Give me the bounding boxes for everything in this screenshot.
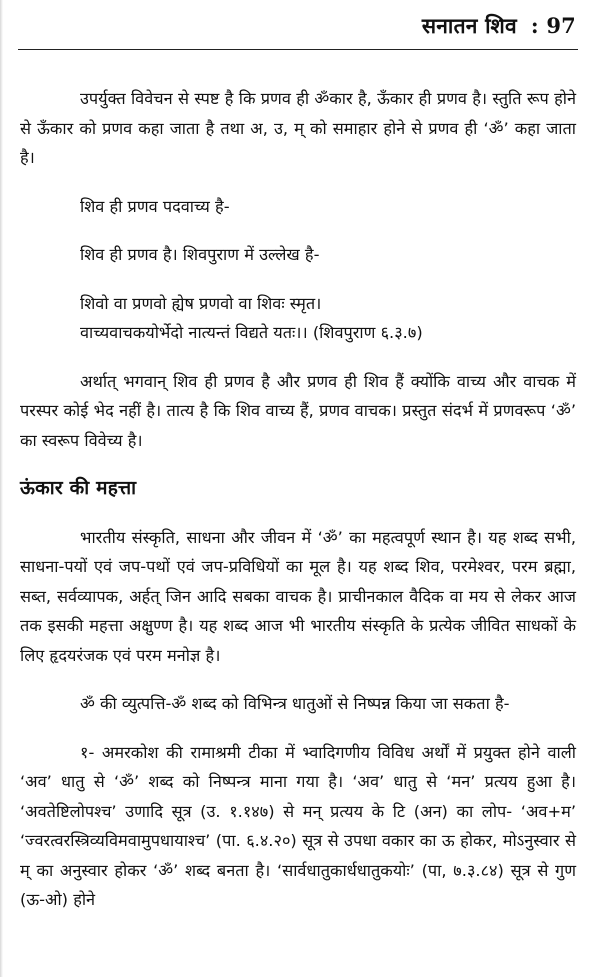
line-shivpuran-ullekh: शिव ही प्रणव है। शिवपुराण में उल्लेख है-: [80, 245, 320, 264]
header-rule: [18, 49, 578, 50]
paragraph-arthat: अर्थात् भगवान् शिव ही प्रणव है और प्रणव ही शिव हैं क्योंकि वाच्य और वाचक में परस्पर कोई भेद नहीं है। तात्य है कि शिव वाच्य हैं, प्रणव वाचक। प्रस्तुत संदर्भ में प्रणवरूप ‘ॐ’ का स्वरूप विवेच्य है।: [20, 371, 576, 450]
sanskrit-verse: [20, 289, 576, 348]
paragraph-amarkosh: १- अमरकोश की रामाश्रमी टीका में भ्वादिगणीय विविध अर्थों में प्रयुक्त होने वाली ‘अव’ धातु से ‘ॐ’ शब्द को निष्पन्त्र माना गया है। ‘अव’ धातु से ‘मन’ प्रत्यय हुआ है। ‘अवतेष्टिलोपश्च’ उणादि सूत्र (उ. १.१४७) से मन् प्रत्यय के टि (अन) का लोप- ‘अव+म’ ‘ज्वरत्वरस्त्रिव्यविमवामुपधायाश्च’ (पा. ६.४.२०) सूत्र से उपधा वकार का ऊ होकर, मोऽनुस्वार से म् का अनुस्वार होकर ‘ॐ’ शब्द बनता है। ‘सार्वधातुकार्धधातुकयोः’ (पा, ७.३.८४) सूत्र से गुण (ऊ-ओ) होने: [20, 742, 576, 909]
section-heading: ऊंकार की महत्ता: [20, 477, 137, 499]
verse-line-1: शिवो वा प्रणवो ह्येष प्रणवो वा शिवः स्मृत।: [80, 293, 322, 313]
verse-line-2: वाच्यवाचकयोर्भेदो नात्यन्तं विद्यते यतः।। (शिवपुराण ६.३.७): [80, 323, 423, 342]
paragraph-pranav: उपर्युक्त विवेचन से स्पष्ट है कि प्रणव ही ॐकार है, ऊँकार ही प्रणव है। स्तुति रूप होने से ऊँकार को प्रणव कहा जाता है तथा अ, उ, म् को समाहार होने से प्रणव ही ‘ॐ’ कहा जाता है।: [20, 89, 576, 167]
paragraph-mahatta: भारतीय संस्कृति, साधना और जीवन में ‘ॐ’ का महत्वपूर्ण स्थान है। यह शब्द सभी, साधना-पयों एवं जप-पथों एवं जप-प्रविधियों का मूल है। यह शब्द शिव, परमेश्वर, परम ब्रह्मा, सब्त, सर्वव्यापक, अर्हत् जिन आदि सबका वाचक है। प्राचीनकाल वैदिक वा मय से लेकर आज तक इसकी महत्ता अक्षुण्ण है। यह शब्द आज भी भारतीय संस्कृति के प्रत्येक जीवित साधकों के लिए हृदयरंजक एवं परम मनोज्ञ है।: [20, 527, 576, 665]
page-spine-shadow: [0, 0, 3, 977]
page-body: [20, 84, 576, 934]
page-number: : 97: [530, 13, 576, 38]
paragraph-vyutpatti: ॐ की व्युत्पत्ति-ॐ शब्द को विभिन्त्र धातुओं से निष्पन्न किया जा सकता है-: [80, 694, 510, 713]
line-shiv-pranav-padvachya: शिव ही प्रणव पदवाच्य है-: [80, 196, 230, 216]
running-title: सनातन शिव: [421, 13, 517, 38]
page-header: [422, 12, 576, 40]
